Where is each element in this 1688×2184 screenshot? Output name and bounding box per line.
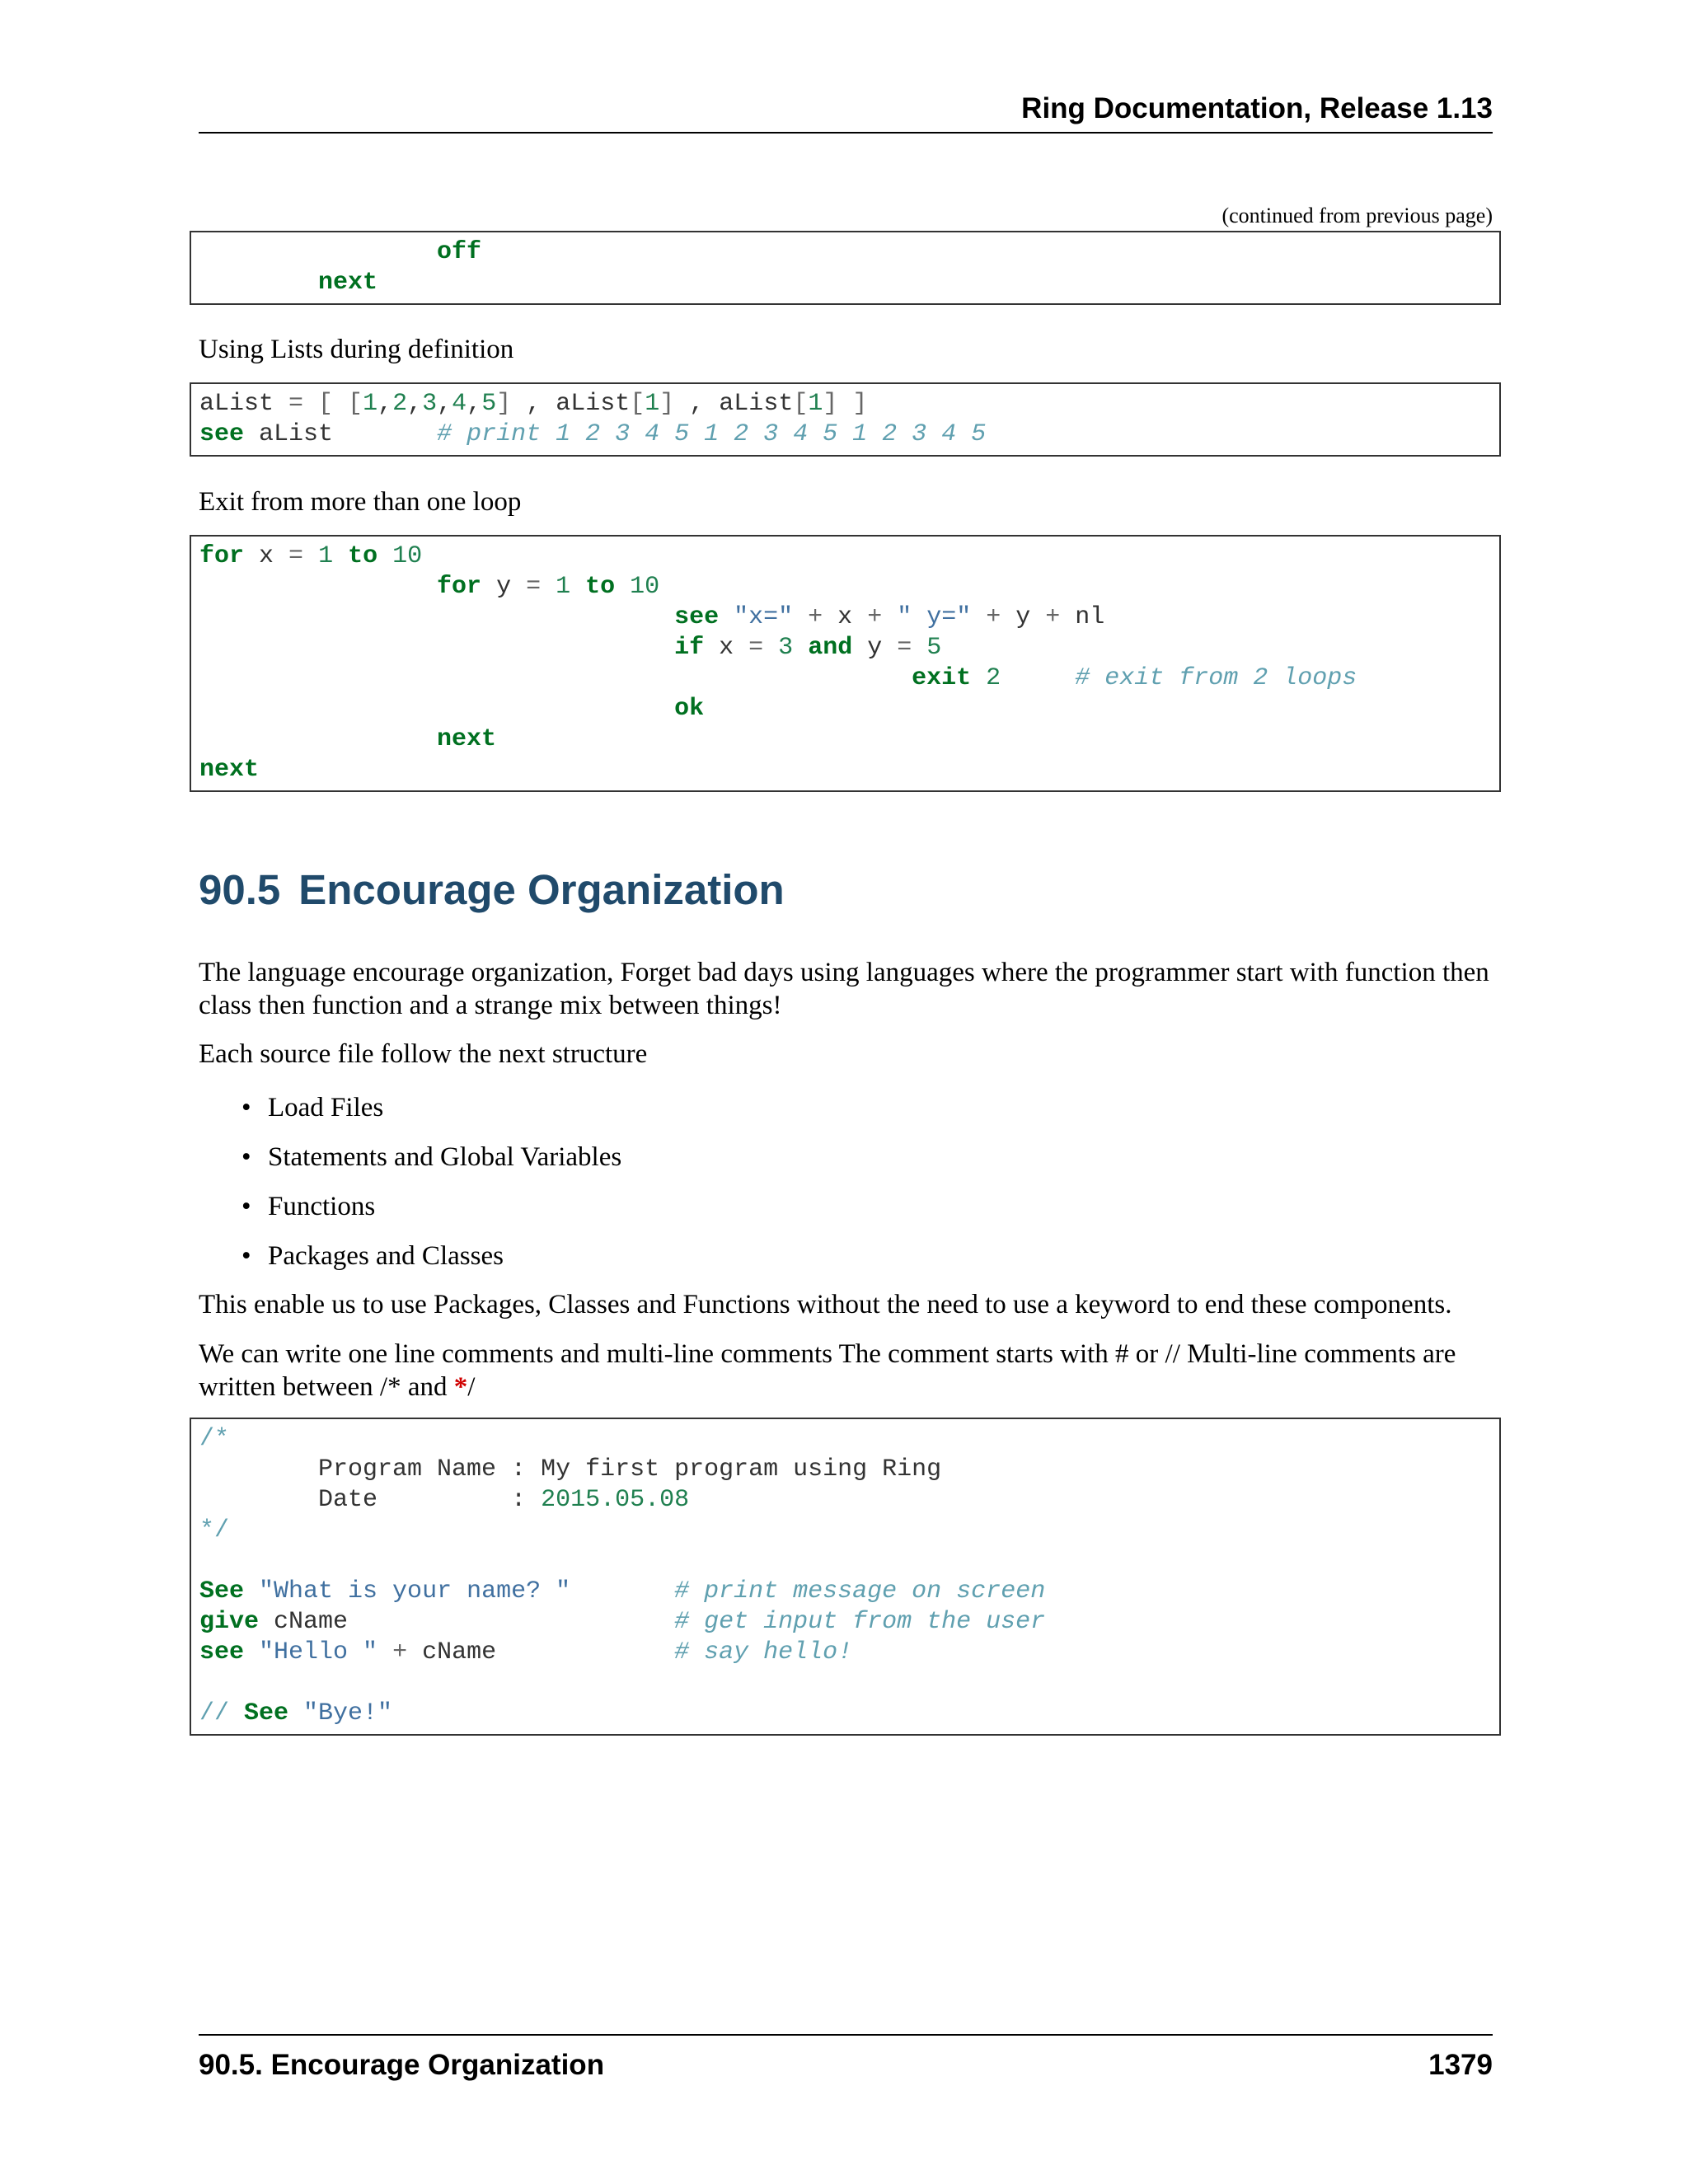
code-token: x xyxy=(244,542,289,570)
paragraph-comments-text: We can write one line comments and multi-line comments The comment starts with # or // Multi-line comments are written between /* and xyxy=(199,1339,1456,1402)
list-item xyxy=(199,1190,621,1240)
code-line xyxy=(199,663,1491,694)
code-block-exit-loops[interactable] xyxy=(190,535,1501,792)
code-block-comments-example[interactable] xyxy=(190,1418,1501,1736)
keyword-token: to xyxy=(348,542,378,570)
string-token: "Hello " xyxy=(259,1638,378,1666)
code-line xyxy=(199,1638,1491,1668)
code-token xyxy=(199,238,437,266)
operator-token: = xyxy=(288,542,304,570)
code-token: , aList xyxy=(674,390,794,418)
keyword-token: next xyxy=(437,725,497,753)
comment-token: # print message on screen xyxy=(674,1577,1046,1605)
operator-token: [ xyxy=(793,390,809,418)
operator-token: + xyxy=(1045,603,1061,631)
code-token xyxy=(199,664,912,692)
code-token: y xyxy=(852,634,898,662)
code-token xyxy=(912,634,926,662)
keyword-token: off xyxy=(437,238,482,266)
code-token xyxy=(793,634,808,662)
page-header xyxy=(199,92,1493,134)
code-token: nl xyxy=(1060,603,1105,631)
structure-list xyxy=(199,1091,621,1289)
code-block-list-definition[interactable] xyxy=(190,382,1501,457)
code-token xyxy=(244,1638,259,1666)
number-token: 2015.05.08 xyxy=(541,1486,690,1514)
code-token: Date xyxy=(199,1486,512,1514)
comment-token: # get input from the user xyxy=(674,1608,1046,1636)
code-token xyxy=(793,603,808,631)
operator-token: + xyxy=(808,603,823,631)
code-line xyxy=(199,389,1491,419)
list-item-text: Statements and Global Variables xyxy=(268,1142,622,1172)
code-token xyxy=(971,664,986,692)
operator-token: = xyxy=(897,634,912,662)
operator-token: + xyxy=(867,603,883,631)
footer-section: 90.5. Encourage Organization xyxy=(199,2049,605,2081)
code-line xyxy=(199,1424,1491,1455)
keyword-token: to xyxy=(585,573,616,601)
code-token: : xyxy=(511,1486,527,1514)
string-token: "What is your name? " xyxy=(259,1577,571,1605)
code-token xyxy=(377,1638,392,1666)
keyword-token: next xyxy=(199,756,260,784)
code-token: aList xyxy=(199,390,289,418)
keyword-token: See xyxy=(199,1577,245,1605)
code-token: Program Name : My first program using Ring xyxy=(199,1455,942,1483)
operator-token: [ [ xyxy=(303,390,363,418)
code-token xyxy=(199,634,674,662)
number-token: 5 xyxy=(481,390,497,418)
keyword-token: give xyxy=(199,1608,260,1636)
code-token xyxy=(882,603,897,631)
code-line xyxy=(199,1485,1491,1516)
code-line xyxy=(199,1546,1491,1577)
code-token xyxy=(1001,664,1075,692)
operator-token: ] xyxy=(496,390,512,418)
code-line xyxy=(199,1516,1491,1546)
keyword-token: for xyxy=(437,573,482,601)
code-token xyxy=(199,603,674,631)
code-token: , aList xyxy=(511,390,631,418)
code-token xyxy=(526,1486,541,1514)
highlighted-asterisk: * xyxy=(453,1372,468,1402)
code-token: aList xyxy=(244,420,438,448)
bullet-glyph: • xyxy=(241,1192,251,1221)
code-token xyxy=(333,542,348,570)
keyword-token: ok xyxy=(674,695,705,723)
comment-token: /* xyxy=(199,1425,230,1453)
code-line xyxy=(199,1699,1491,1729)
number-token: 4 xyxy=(452,390,467,418)
code-token xyxy=(199,725,437,753)
number-token: 1 xyxy=(556,573,571,601)
code-token xyxy=(570,1577,674,1605)
code-line xyxy=(199,694,1491,724)
keyword-token: if xyxy=(674,634,705,662)
string-token: "x=" xyxy=(734,603,794,631)
list-item xyxy=(199,1240,621,1289)
operator-token: ] ] xyxy=(823,390,868,418)
keyword-token: and xyxy=(808,634,853,662)
header-title: Ring Documentation, Release 1.13 xyxy=(1021,92,1493,124)
paragraph-structure: Each source file follow the next structure xyxy=(199,1039,648,1069)
number-token: 10 xyxy=(392,542,423,570)
number-token: 3 xyxy=(778,634,794,662)
code-token xyxy=(199,269,318,297)
operator-token: + xyxy=(392,1638,408,1666)
code-token: cName xyxy=(259,1608,675,1636)
code-line xyxy=(199,724,1491,755)
code-line xyxy=(199,268,1491,298)
section-title-text: Encourage Organization xyxy=(298,866,785,913)
list-item-text: Functions xyxy=(268,1192,376,1221)
code-token xyxy=(288,1699,303,1727)
number-token: 1 xyxy=(318,542,334,570)
number-token: 3 xyxy=(422,390,438,418)
list-item xyxy=(199,1141,621,1190)
keyword-token: next xyxy=(318,269,378,297)
code-line xyxy=(199,1668,1491,1699)
code-token xyxy=(763,634,778,662)
keyword-token: see xyxy=(674,603,720,631)
list-item-text: Packages and Classes xyxy=(268,1241,504,1271)
keyword-token: for xyxy=(199,542,245,570)
code-token xyxy=(377,542,392,570)
code-token: cName xyxy=(407,1638,675,1666)
operator-token: = xyxy=(288,390,304,418)
operator-token: + xyxy=(986,603,1001,631)
comment-token: # print 1 2 3 4 5 1 2 3 4 5 1 2 3 4 5 xyxy=(437,420,987,448)
operator-token: ] xyxy=(659,390,675,418)
code-token xyxy=(615,573,630,601)
section-heading xyxy=(199,865,785,914)
string-token: " y=" xyxy=(897,603,972,631)
code-token xyxy=(199,573,437,601)
comment-token: // xyxy=(199,1699,245,1727)
code-line xyxy=(199,602,1491,633)
comment-token: # say hello! xyxy=(674,1638,853,1666)
code-token xyxy=(541,573,556,601)
comment-token: */ xyxy=(199,1516,230,1544)
code-line xyxy=(199,1607,1491,1638)
number-token: 2 xyxy=(392,390,408,418)
paragraph-using-lists: Using Lists during definition xyxy=(199,335,514,364)
code-token: y xyxy=(1001,603,1046,631)
page-footer xyxy=(199,2034,1493,2085)
code-token: , xyxy=(437,390,452,418)
list-item-text: Load Files xyxy=(268,1093,384,1122)
code-line xyxy=(199,419,1491,450)
number-token: 5 xyxy=(926,634,942,662)
section-number: 90.5 xyxy=(199,866,281,913)
page-number: 1379 xyxy=(1428,2049,1493,2081)
operator-token: = xyxy=(526,573,542,601)
code-token: , xyxy=(407,390,423,418)
number-token: 1 xyxy=(645,390,660,418)
comment-token: # exit from 2 loops xyxy=(1075,664,1357,692)
bullet-glyph: • xyxy=(241,1241,251,1271)
code-block-loop-end[interactable] xyxy=(190,231,1501,305)
paragraph-enable: This enable us to use Packages, Classes and Functions without the need to use a keyword to end these components. xyxy=(199,1290,1452,1319)
keyword-token: see xyxy=(199,420,245,448)
code-token: , xyxy=(377,390,393,418)
code-token xyxy=(570,573,585,601)
code-token: y xyxy=(481,573,527,601)
paragraph-intro: The language encourage organization, Forget bad days using languages where the programmer start with function then class then function and a strange mix between things! xyxy=(199,958,1489,1020)
code-line xyxy=(199,633,1491,663)
code-line xyxy=(199,237,1491,268)
operator-token: [ xyxy=(630,390,645,418)
code-token xyxy=(199,695,674,723)
code-line xyxy=(199,1455,1491,1485)
code-token xyxy=(971,603,986,631)
keyword-token: exit xyxy=(912,664,972,692)
paragraph-comments-end: / xyxy=(467,1372,476,1402)
number-token: 2 xyxy=(986,664,1001,692)
keyword-token: see xyxy=(199,1638,245,1666)
code-line xyxy=(199,755,1491,785)
bullet-glyph: • xyxy=(241,1142,251,1172)
keyword-token: See xyxy=(244,1699,289,1727)
number-token: 10 xyxy=(630,573,660,601)
string-token: "Bye!" xyxy=(303,1699,393,1727)
code-token: x xyxy=(704,634,749,662)
code-line xyxy=(199,541,1491,572)
code-token: x xyxy=(823,603,868,631)
bullet-glyph: • xyxy=(241,1093,251,1122)
code-token: , xyxy=(467,390,482,418)
code-line xyxy=(199,1577,1491,1607)
paragraph-exit-loops: Exit from more than one loop xyxy=(199,487,522,517)
paragraph-comments xyxy=(199,1338,1497,1404)
code-token xyxy=(719,603,734,631)
continued-note: (continued from previous page) xyxy=(1221,204,1493,227)
number-token: 1 xyxy=(808,390,823,418)
code-line xyxy=(199,572,1491,602)
code-token xyxy=(303,542,318,570)
list-item xyxy=(199,1091,621,1141)
code-token xyxy=(244,1577,259,1605)
operator-token: = xyxy=(748,634,764,662)
number-token: 1 xyxy=(363,390,378,418)
